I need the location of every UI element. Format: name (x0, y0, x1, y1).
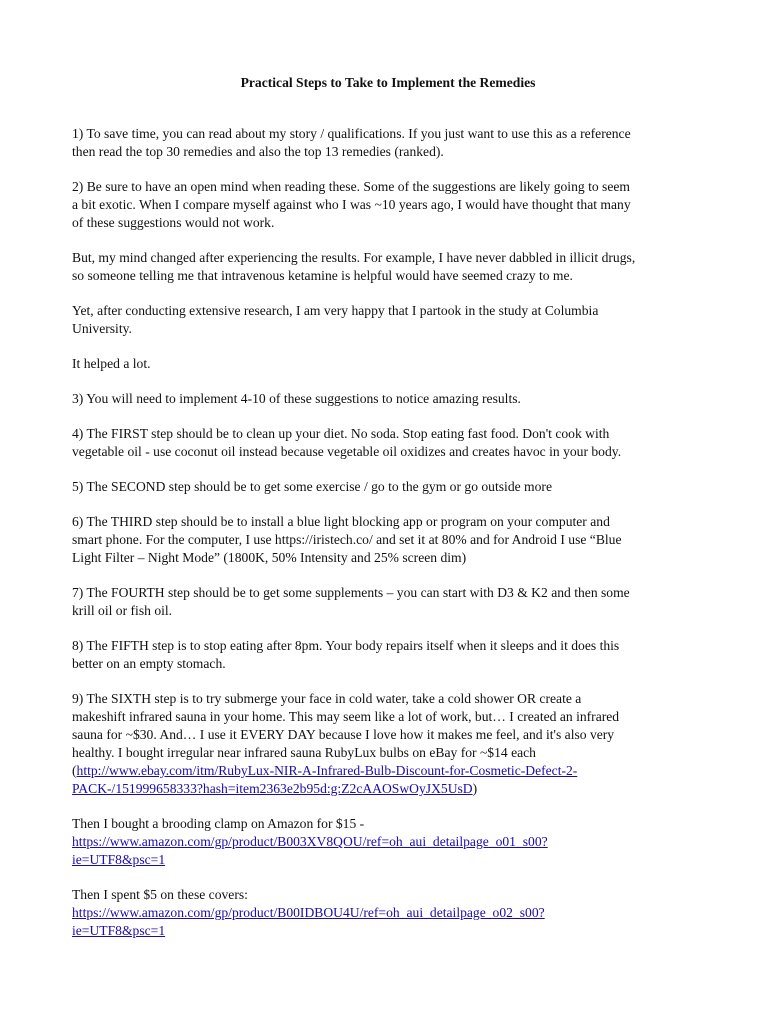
paragraph (72, 478, 700, 496)
paragraph (72, 637, 700, 673)
document-title: Practical Steps to Take to Implement the Remedies (240, 75, 536, 90)
covers-text: Then I spent $5 on these covers: (72, 887, 248, 902)
text-line: Light Filter – Night Mode” (1800K, 50% Intensity and 25% screen dim) (72, 550, 467, 565)
document-page (72, 74, 700, 957)
text-line: krill oil or fish oil. (72, 603, 173, 618)
paren-close: ) (472, 781, 478, 796)
document-body (72, 125, 700, 673)
text-line: 3) You will need to implement 4-10 of these suggestions to notice amazing results. (72, 391, 521, 406)
amazon-covers-link-continued[interactable]: ie=UTF8&psc=1 (72, 923, 166, 938)
text-line: sauna for ~$30. And… I use it EVERY DAY because I love how it makes me feel, and it's also very (72, 727, 615, 742)
paragraph (72, 125, 700, 161)
paragraph (72, 425, 700, 461)
amazon-covers-link[interactable]: https://www.amazon.com/gp/product/B00IDBOU4U/ref=oh_aui_detailpage_o02_s00? (72, 905, 545, 920)
text-line: University. (72, 321, 132, 336)
text-line: 6) The THIRD step should be to install a blue light blocking app or program on your computer and (72, 514, 610, 529)
text-line: 8) The FIFTH step is to stop eating after 8pm. Your body repairs itself when it sleeps and it does this (72, 638, 620, 653)
ebay-link[interactable]: http://www.ebay.com/itm/RubyLux-NIR-A-Infrared-Bulb-Discount-for-Cosmetic-Defect-2- (76, 763, 578, 778)
text-line: 4) The FIRST step should be to clean up your diet. No soda. Stop eating fast food. Don't cook with (72, 426, 610, 441)
paragraph (72, 513, 700, 567)
paragraph-sixth-step (72, 690, 700, 798)
ebay-link-line (72, 762, 700, 780)
text-line: smart phone. For the computer, I use https://iristech.co/ and set it at 80% and for Android I use “Blue (72, 532, 622, 547)
text-line: then read the top 30 remedies and also the top 13 remedies (ranked). (72, 144, 444, 159)
text-line: 1) To save time, you can read about my story / qualifications. If you just want to use this as a reference (72, 126, 631, 141)
text-line: 9) The SIXTH step is to try submerge your face in cold water, take a cold shower OR create a (72, 691, 582, 706)
text-line: 7) The FOURTH step should be to get some supplements – you can start with D3 & K2 and then some (72, 585, 630, 600)
paragraph (72, 584, 700, 620)
paragraph (72, 390, 700, 408)
text-line: better on an empty stomach. (72, 656, 226, 671)
text-line: a bit exotic. When I compare myself against who I was ~10 years ago, I would have thought that many (72, 197, 631, 212)
ebay-link-line (72, 780, 700, 798)
amazon-clamp-link-continued[interactable]: ie=UTF8&psc=1 (72, 852, 166, 867)
paragraph (72, 178, 700, 232)
text-line: 2) Be sure to have an open mind when reading these. Some of the suggestions are likely going to seem (72, 179, 630, 194)
text-line: so someone telling me that intravenous ketamine is helpful would have seemed crazy to me. (72, 268, 573, 283)
clamp-text: Then I bought a brooding clamp on Amazon for $15 - (72, 816, 365, 831)
text-line: But, my mind changed after experiencing the results. For example, I have never dabbled in illicit drugs, (72, 250, 636, 265)
text-line: healthy. I bought irregular near infrared sauna RubyLux bulbs on eBay for ~$14 each (72, 745, 536, 760)
paragraph (72, 302, 700, 338)
paragraph-covers (72, 886, 700, 940)
paragraph (72, 355, 700, 373)
paren-open: ( (72, 763, 77, 778)
text-line: vegetable oil - use coconut oil instead because vegetable oil oxidizes and creates havoc in your body. (72, 444, 622, 459)
text-line: makeshift infrared sauna in your home. This may seem like a lot of work, but… I created an infrared (72, 709, 620, 724)
paragraph (72, 249, 700, 285)
amazon-clamp-link[interactable]: https://www.amazon.com/gp/product/B003XV8QOU/ref=oh_aui_detailpage_o01_s00? (72, 834, 548, 849)
ebay-link-continued[interactable]: PACK-/151999658333?hash=item2363e2b95d:g:Z2cAAOSwOyJX5UsD (72, 781, 473, 796)
text-line: Yet, after conducting extensive research, I am very happy that I partook in the study at Columbia (72, 303, 599, 318)
text-line: It helped a lot. (72, 356, 151, 371)
text-line: 5) The SECOND step should be to get some exercise / go to the gym or go outside more (72, 479, 552, 494)
paragraph-clamp (72, 815, 700, 869)
text-line: of these suggestions would not work. (72, 215, 275, 230)
